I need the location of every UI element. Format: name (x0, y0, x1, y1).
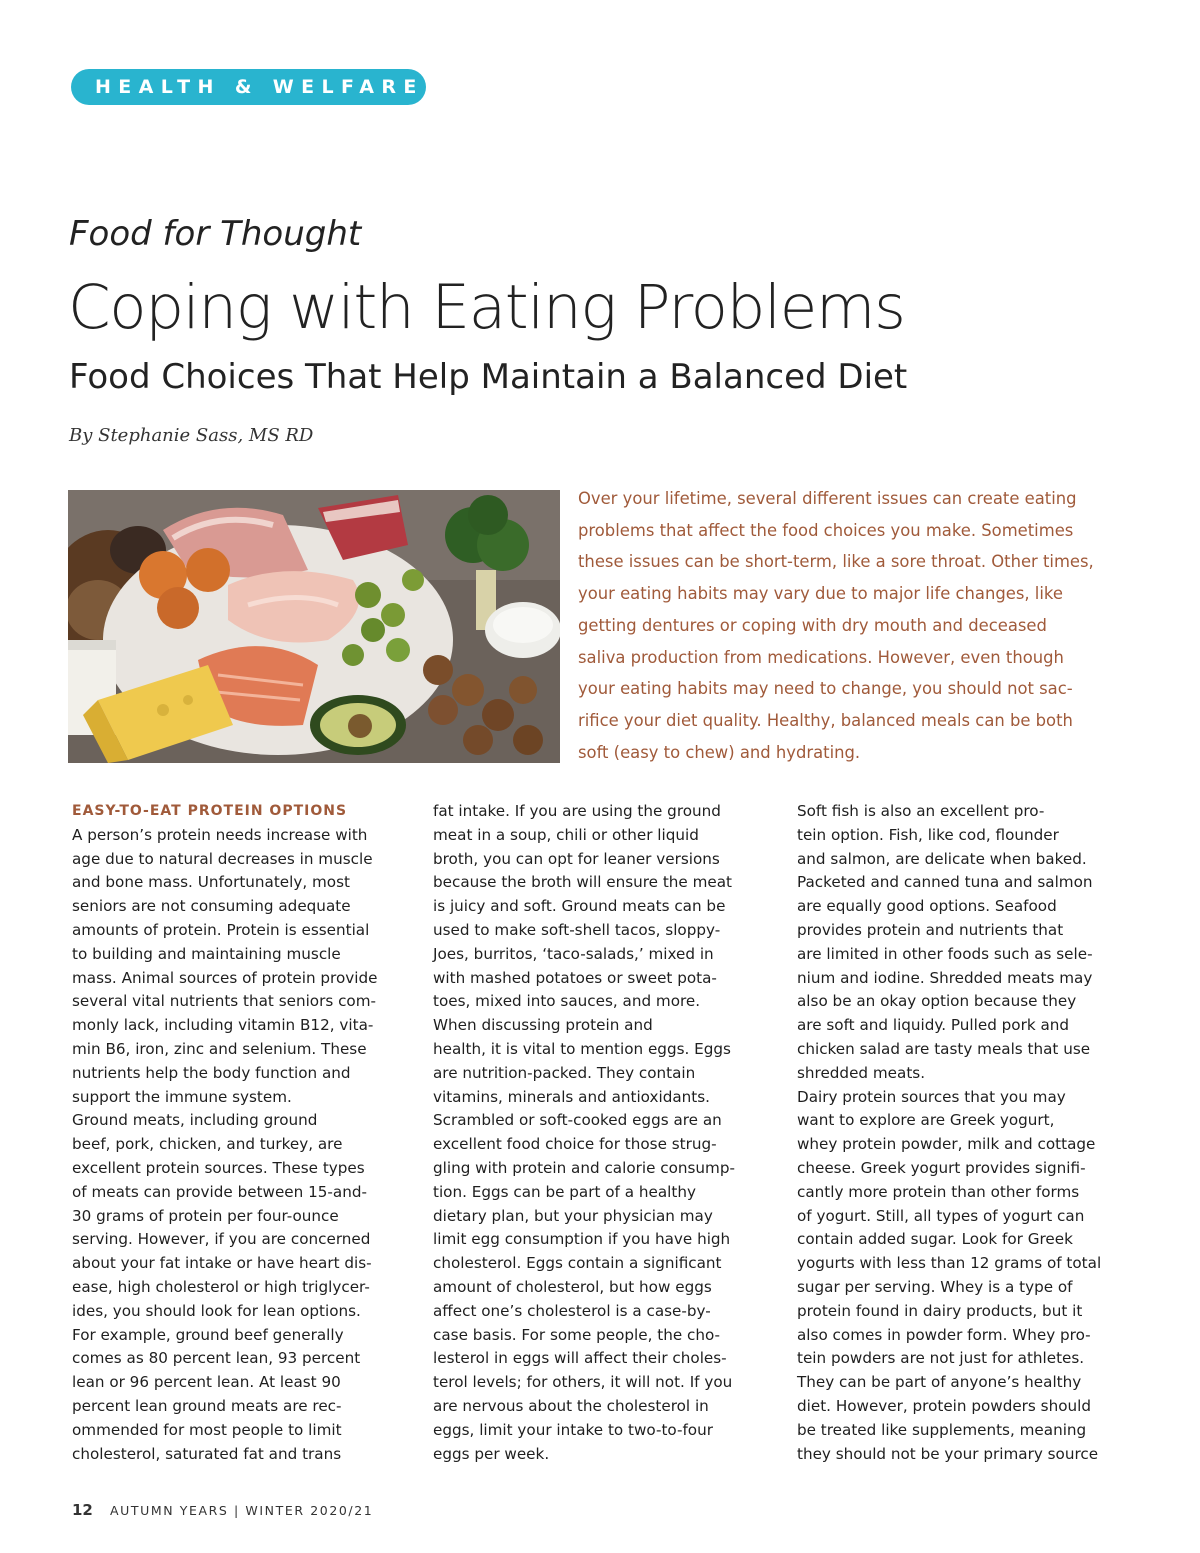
article-byline: By Stephanie Sass, MS RD (69, 425, 314, 446)
column-line: tein option. Fish, like cod, flounder (797, 825, 1059, 844)
protein-foods-illustration (68, 490, 560, 763)
column-line: contain added sugar. Look for Greek (797, 1230, 1073, 1249)
column-line: 30 grams of protein per four-ounce (72, 1206, 339, 1225)
column-line: sugar per serving. Whey is a type of (797, 1277, 1073, 1296)
column-line: to building and maintaining muscle (72, 944, 341, 963)
article-title: Coping with Eating Problems (68, 272, 905, 343)
column-line: Scrambled or soft-cooked eggs are an (433, 1111, 722, 1130)
column-line: seniors are not consuming adequate (72, 897, 351, 916)
column-line: age due to natural decreases in muscle (72, 849, 373, 868)
page-footer (72, 1500, 373, 1519)
article-kicker: Food for Thought (69, 214, 362, 254)
column-line: about your fat intake or have heart dis- (72, 1254, 372, 1273)
column-line: health, it is vital to mention eggs. Eggs (433, 1039, 731, 1058)
column-line: meat in a soup, chili or other liquid (433, 825, 699, 844)
body-column-3 (797, 800, 1147, 1466)
intro-line: these issues can be short-term, like a sore throat. Other times, (578, 552, 1094, 572)
column-line: also comes in powder form. Whey pro- (797, 1325, 1091, 1344)
column-line: mass. Animal sources of protein provide (72, 968, 378, 987)
article-subtitle: Food Choices That Help Maintain a Balanced Diet (69, 357, 908, 397)
column-line: beef, pork, chicken, and turkey, are (72, 1135, 343, 1154)
intro-line: rifice your diet quality. Healthy, balanced meals can be both (578, 710, 1073, 730)
column-line: cholesterol, saturated fat and trans (72, 1444, 342, 1463)
column-line: lesterol in eggs will affect their choles- (433, 1349, 727, 1368)
column-line: toes, mixed into sauces, and more. (433, 992, 701, 1011)
column-line: ease, high cholesterol or high triglycer- (72, 1277, 370, 1296)
column-line: cheese. Greek yogurt provides signifi- (797, 1158, 1086, 1177)
column-line: eggs per week. (433, 1444, 550, 1463)
column-line: affect one’s cholesterol is a case-by- (433, 1301, 711, 1320)
column-line: percent lean ground meats are rec- (72, 1396, 342, 1415)
intro-line: problems that affect the food choices you make. Sometimes (578, 520, 1074, 540)
food-photo (68, 490, 560, 763)
intro-line: your eating habits may vary due to major life changes, like (578, 584, 1063, 604)
column-line: min B6, iron, zinc and selenium. These (72, 1039, 367, 1058)
column-line: broth, you can opt for leaner versions (433, 849, 720, 868)
column-line: and salmon, are delicate when baked. (797, 849, 1087, 868)
column-line: used to make soft-shell tacos, sloppy- (433, 920, 721, 939)
column-line: be treated like supplements, meaning (797, 1420, 1087, 1439)
column-line: Soft fish is also an excellent pro- (797, 802, 1045, 820)
column-line: vitamins, minerals and antioxidants. (433, 1087, 710, 1106)
column-line: excellent protein sources. These types (72, 1158, 365, 1177)
column-line: A person’s protein needs increase with (72, 825, 368, 844)
intro-line: soft (easy to chew) and hydrating. (578, 742, 861, 762)
column-line: are nervous about the cholesterol in (433, 1396, 709, 1415)
column-line: Dairy protein sources that you may (797, 1087, 1066, 1106)
column-line: ides, you should look for lean options. (72, 1301, 361, 1320)
column-line: tein powders are not just for athletes. (797, 1349, 1085, 1368)
column-line: limit egg consumption if you have high (433, 1230, 731, 1249)
column-line: excellent food choice for those strug- (433, 1135, 717, 1154)
column-line: nutrients help the body function and (72, 1063, 351, 1082)
column-line: they should not be your primary source (797, 1444, 1099, 1463)
column-line: chicken salad are tasty meals that use (797, 1039, 1091, 1058)
column-line: Packeted and canned tuna and salmon (797, 873, 1093, 892)
column-line: diet. However, protein powders should (797, 1396, 1091, 1415)
column-line: are limited in other foods such as sele- (797, 944, 1093, 963)
intro-paragraph (578, 483, 1138, 768)
column-line: For example, ground beef generally (72, 1325, 344, 1344)
column-line: and bone mass. Unfortunately, most (72, 873, 350, 892)
column-line: case basis. For some people, the cho- (433, 1325, 721, 1344)
column-line: ommended for most people to limit (72, 1420, 342, 1439)
column-line: are equally good options. Seafood (797, 897, 1057, 916)
publication-info: AUTUMN YEARS | WINTER 2020/21 (109, 1503, 374, 1518)
column-line: whey protein powder, milk and cottage (797, 1135, 1096, 1154)
intro-line: Over your lifetime, several different issues can create eating (578, 489, 1077, 508)
column-line: with mashed potatoes or sweet pota- (433, 968, 717, 987)
column-line: dietary plan, but your physician may (433, 1206, 713, 1225)
column-line: gling with protein and calorie consump- (433, 1158, 735, 1177)
column-line: fat intake. If you are using the ground (433, 802, 721, 820)
column-line: is juicy and soft. Ground meats can be (433, 897, 726, 916)
column-line: eggs, limit your intake to two-to-four (433, 1420, 713, 1439)
column-line: lean or 96 percent lean. At least 90 (72, 1373, 341, 1392)
column-line: want to explore are Greek yogurt, (797, 1111, 1055, 1130)
column-line: They can be part of anyone’s healthy (797, 1373, 1082, 1392)
column-line: protein found in dairy products, but it (797, 1301, 1083, 1320)
column-line: Ground meats, including ground (72, 1111, 318, 1130)
column-line: several vital nutrients that seniors com- (72, 992, 377, 1011)
column-line: are soft and liquidy. Pulled pork and (797, 1016, 1070, 1035)
column-line: also be an okay option because they (797, 992, 1077, 1011)
section-tag: HEALTH & WELFARE (71, 69, 426, 105)
column-line: cantly more protein than other forms (797, 1182, 1080, 1201)
body-column-1 (72, 800, 422, 1466)
column-line: are nutrition-packed. They contain (433, 1063, 696, 1082)
column-line: When discussing protein and (433, 1016, 653, 1035)
column-line: monly lack, including vitamin B12, vita- (72, 1016, 374, 1035)
column-line: Joes, burritos, ‘taco-salads,’ mixed in (433, 944, 714, 963)
column-line: yogurts with less than 12 grams of total (797, 1254, 1102, 1273)
column-line: tion. Eggs can be part of a healthy (433, 1182, 696, 1201)
column-line: cholesterol. Eggs contain a significant (433, 1254, 722, 1273)
intro-line: saliva production from medications. However, even though (578, 647, 1064, 667)
page-number: 12 (72, 1501, 93, 1519)
column-line: shredded meats. (797, 1063, 926, 1082)
intro-line: your eating habits may need to change, you should not sac- (578, 679, 1073, 699)
column-line: provides protein and nutrients that (797, 920, 1064, 939)
column-line: amount of cholesterol, but how eggs (433, 1277, 712, 1296)
column-line: comes as 80 percent lean, 93 percent (72, 1349, 361, 1368)
body-column-2 (433, 800, 783, 1466)
column-line: serving. However, if you are concerned (72, 1230, 371, 1249)
column-line: nium and iodine. Shredded meats may (797, 968, 1093, 987)
column-line: of yogurt. Still, all types of yogurt can (797, 1206, 1085, 1225)
column-line: amounts of protein. Protein is essential (72, 920, 370, 939)
column-line: terol levels; for others, it will not. If you (433, 1373, 733, 1392)
section-heading: EASY-TO-EAT PROTEIN OPTIONS (72, 803, 348, 819)
column-line: support the immune system. (72, 1087, 292, 1106)
column-line: because the broth will ensure the meat (433, 873, 733, 892)
column-line: of meats can provide between 15-and- (72, 1182, 367, 1201)
intro-line: getting dentures or coping with dry mouth and deceased (578, 615, 1047, 635)
